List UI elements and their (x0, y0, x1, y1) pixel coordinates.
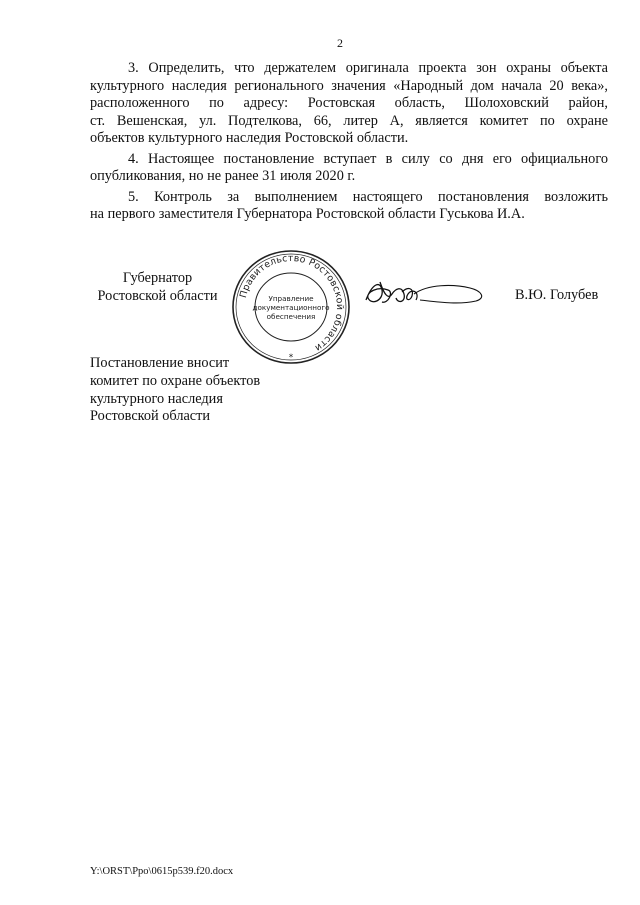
paragraph-3 (90, 60, 608, 148)
seal-center-line: документационного (252, 303, 330, 312)
paragraph-line: 3. Определить, что держателем оригинала проекта зон охраны объекта (128, 60, 608, 76)
paragraph-line: культурного наследия регионального значения «Народный дом начала 20 века», (90, 77, 608, 94)
paragraph-5 (90, 189, 608, 224)
paragraph-line: на первого заместителя Губернатора Ростовской области Гуськова И.А. (90, 206, 525, 222)
paragraph-line: 5. Контроль за выполнением настоящего постановления возложить (128, 188, 608, 205)
seal-center-line: обеспечения (266, 312, 316, 321)
paragraph-line: 4. Настоящее постановление вступает в силу со дня его официального (128, 150, 608, 167)
submitter-line: Постановление вносит (90, 355, 230, 371)
signer-title-line: Губернатор (122, 270, 193, 286)
official-seal-stamp (226, 247, 356, 367)
paragraph-line: объектов культурного наследия Ростовской области. (90, 130, 409, 146)
paragraph-line: ст. Вешенская, ул. Подтелкова, 66, литер А, является комитет по охране (90, 112, 608, 129)
handwritten-signature (358, 270, 493, 315)
seal-outer-ring (233, 251, 349, 363)
seal-star: * (288, 353, 294, 363)
seal-center-line: Управление (268, 294, 314, 303)
submitter-line: Ростовской области (90, 408, 211, 425)
signer-title-line: Ростовской области (97, 287, 218, 304)
paragraph-4 (90, 151, 608, 186)
signer-name: В.Ю. Голубев (515, 287, 599, 303)
seal-inner-ring (255, 273, 327, 341)
paragraph-line: опубликования, но не ранее 31 июля 2020 г. (90, 168, 356, 184)
resolution-body (90, 60, 608, 227)
signer-title (90, 270, 225, 305)
file-path-footer: Y:\ORST\Ppo\0615p539.f20.docx (90, 866, 234, 877)
paragraph-line: расположенного по адресу: Ростовская область, Шолоховский район, (90, 95, 608, 111)
submitter-line: комитет по охране объектов (90, 372, 261, 389)
seal-ring-text: Правительство Ростовской области (237, 252, 346, 354)
page-number: 2 (337, 36, 343, 50)
submitter-note (90, 355, 350, 426)
seal-outer-ring-inner (236, 254, 346, 360)
submitter-line: культурного наследия (90, 390, 223, 407)
